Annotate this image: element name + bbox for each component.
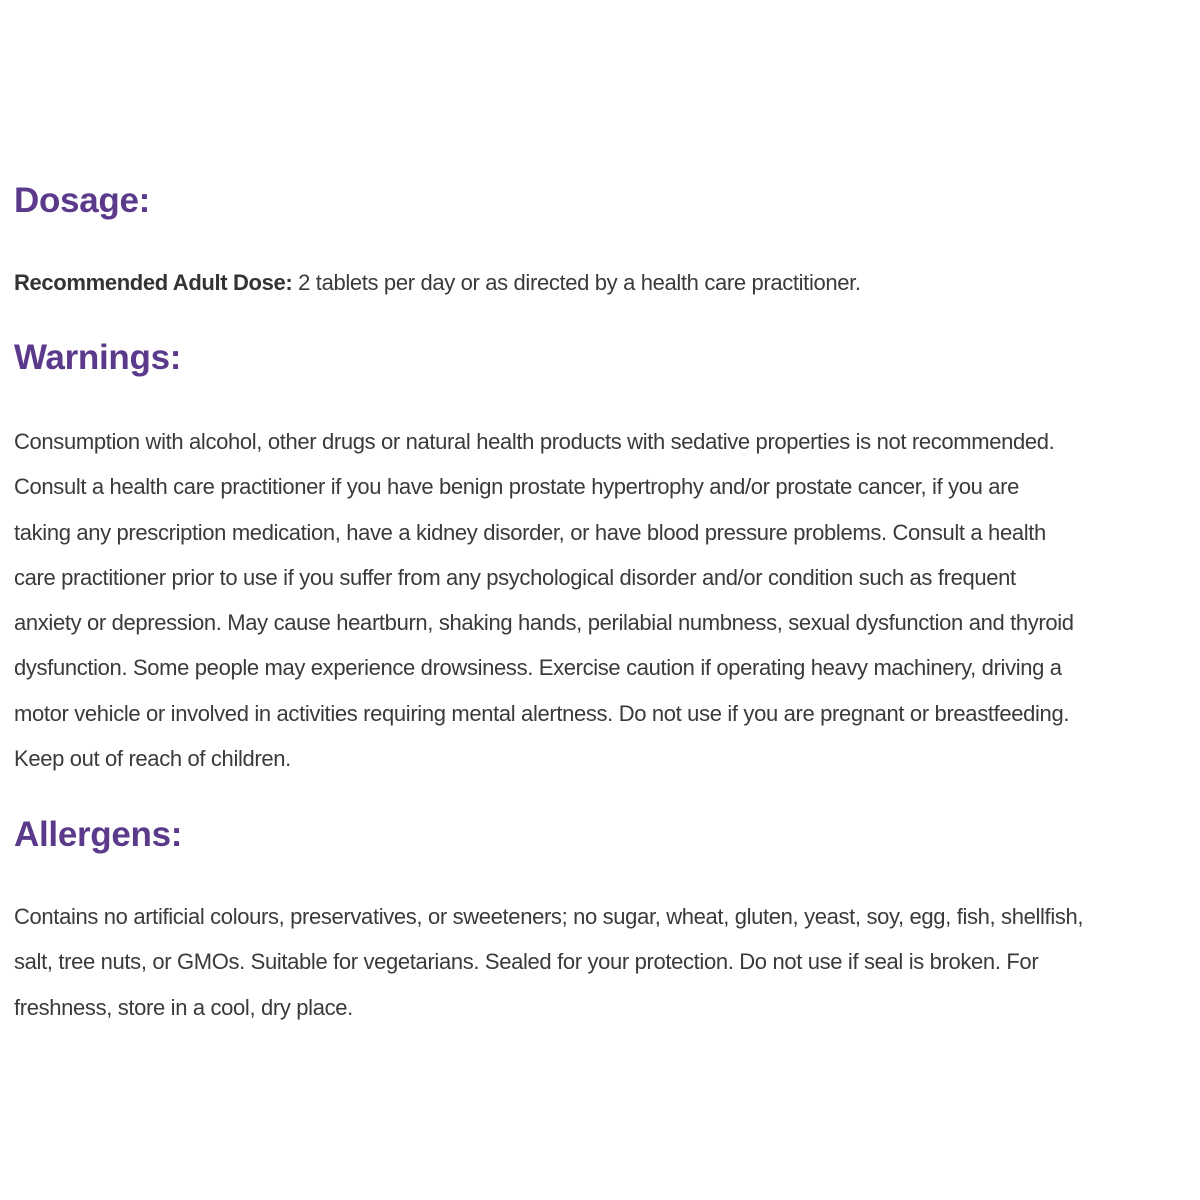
warnings-line: taking any prescription medication, have a kidney disorder, or have blood pressure problems. Consult a health (14, 519, 1046, 545)
warnings-heading: Warnings: (14, 338, 182, 377)
allergens-line: Contains no artificial colours, preservatives, or sweeteners; no sugar, wheat, gluten, yeast, soy, egg, fish, shellfish, (14, 904, 1084, 929)
dosage-paragraph (14, 260, 1200, 305)
warnings-line: motor vehicle or involved in activities requiring mental alertness. Do not use if you are pregnant or breastfeeding. (14, 700, 1070, 726)
warnings-line: anxiety or depression. May cause heartburn, shaking hands, perilabial numbness, sexual dysfunction and thyroid (14, 610, 1074, 636)
dosage-heading: Dosage: (14, 181, 150, 220)
warnings-paragraph (14, 419, 1200, 781)
warnings-line: Consumption with alcohol, other drugs or natural health products with sedative properties is not recommended. (14, 429, 1055, 454)
allergens-line: freshness, store in a cool, dry place. (14, 994, 353, 1020)
warnings-line: Keep out of reach of children. (14, 746, 291, 772)
allergens-paragraph (14, 894, 1200, 1030)
warnings-line: Consult a health care practitioner if you have benign prostate hypertrophy and/or prostate cancer, if you are (14, 474, 1020, 500)
warnings-line: care practitioner prior to use if you suffer from any psychological disorder and/or condition such as frequent (14, 564, 1016, 590)
warnings-line: dysfunction. Some people may experience drowsiness. Exercise caution if operating heavy machinery, driving a (14, 655, 1062, 681)
dosage-label: Recommended Adult Dose: (14, 270, 293, 295)
allergens-heading: Allergens: (14, 815, 183, 854)
dosage-text: 2 tablets per day or as directed by a health care practitioner. (292, 270, 861, 295)
allergens-line: salt, tree nuts, or GMOs. Suitable for vegetarians. Sealed for your protection. Do not use if seal is broken. For (14, 949, 1039, 975)
